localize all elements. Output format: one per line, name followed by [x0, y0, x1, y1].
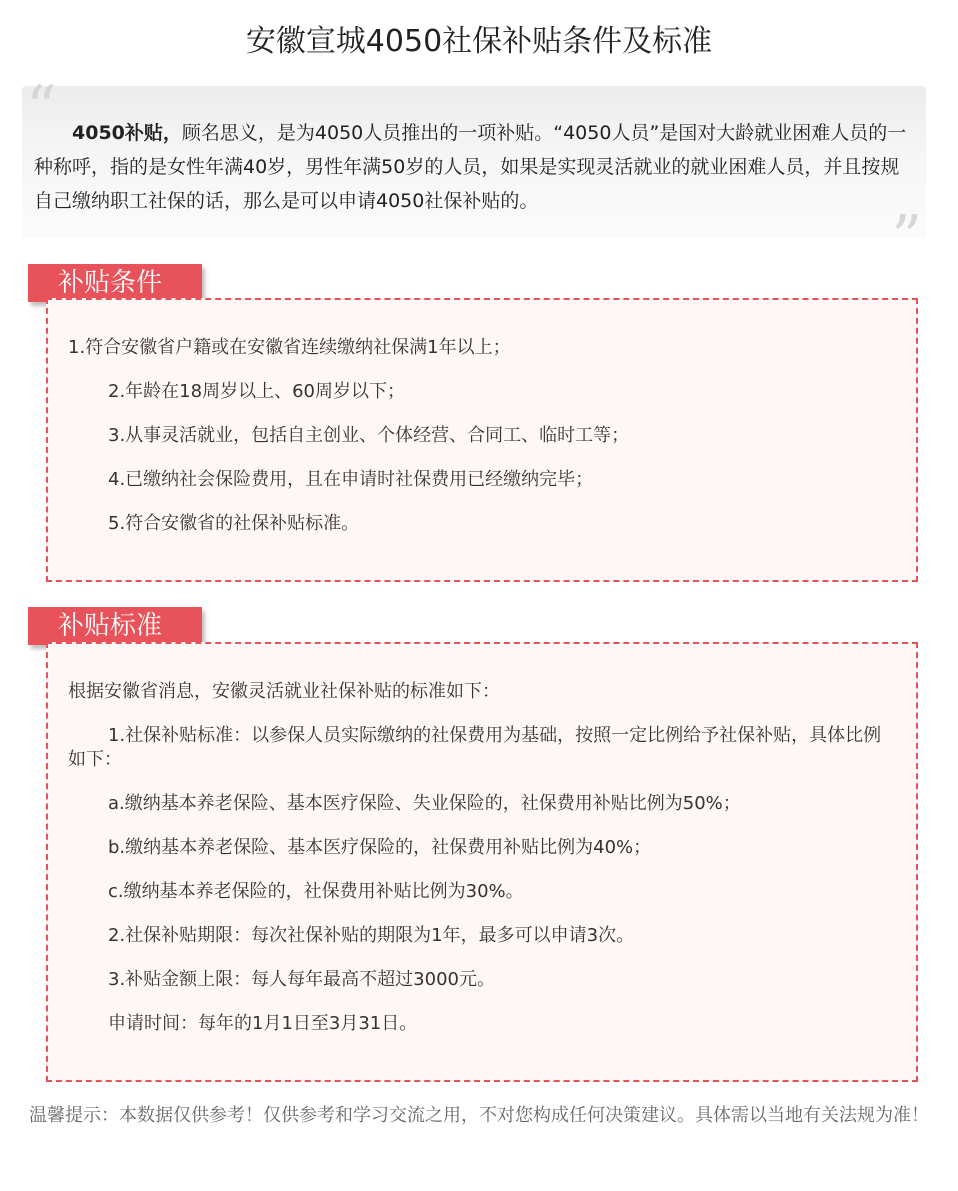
- open-quote-icon: “: [26, 73, 57, 143]
- standard-item: 申请时间：每年的1月1日至3月31日。: [108, 1013, 418, 1034]
- standards-heading: 补贴标准: [28, 607, 202, 645]
- footer-disclaimer: 温馨提示：本数据仅供参考！仅供参考和学习交流之用，不对您构成任何决策建议。具体需以当地有关法规为准！: [29, 1105, 929, 1126]
- condition-item: 3.从事灵活就业，包括自主创业、个体经营、合同工、临时工等；: [108, 425, 630, 446]
- condition-item: 1.符合安徽省户籍或在安徽省连续缴纳社保满1年以上；: [68, 337, 511, 358]
- standard-item: 1.社保补贴标准：以参保人员实际缴纳的社保费用为基础，按照一定比例给予社保补贴，具体比例如下：: [68, 725, 882, 770]
- intro-bold-lead: 4050补贴，: [72, 122, 182, 144]
- page-title: 安徽宣城4050社保补贴条件及标准: [245, 24, 713, 59]
- conditions-heading: 补贴条件: [28, 264, 202, 302]
- intro-paragraph: [34, 116, 914, 218]
- standard-item: 2.社保补贴期限：每次社保补贴的期限为1年，最多可以申请3次。: [108, 925, 635, 946]
- close-quote-icon: ”: [891, 203, 922, 273]
- standard-item: 3.补贴金额上限：每人每年最高不超过3000元。: [108, 969, 495, 990]
- intro-box: [22, 73, 926, 273]
- standards-box: [46, 642, 918, 1082]
- standard-item: a.缴纳基本养老保险、基本医疗保险、失业保险的，社保费用补贴比例为50%；: [108, 793, 741, 814]
- condition-item: 4.已缴纳社会保险费用，且在申请时社保费用已经缴纳完毕；: [108, 469, 594, 490]
- standard-item: 根据安徽省消息，安徽灵活就业社保补贴的标准如下：: [68, 681, 500, 702]
- conditions-box: [46, 298, 918, 582]
- intro-body: 顾名思义，是为4050人员推出的一项补贴。“4050人员”是国对大龄就业困难人员的一种称呼，指的是女性年满40岁，男性年满50岁的人员，如果是实现灵活就业的就业困难人员，并且按规自己缴纳职工社保的话，那么是可以申请4050社保补贴的。: [34, 122, 907, 212]
- condition-item: 5.符合安徽省的社保补贴标准。: [108, 513, 360, 534]
- condition-item: 2.年龄在18周岁以上、60周岁以下；: [108, 381, 405, 402]
- standard-item: c.缴纳基本养老保险的，社保费用补贴比例为30%。: [108, 881, 524, 902]
- standard-item: b.缴纳基本养老保险、基本医疗保险的，社保费用补贴比例为40%；: [108, 837, 652, 858]
